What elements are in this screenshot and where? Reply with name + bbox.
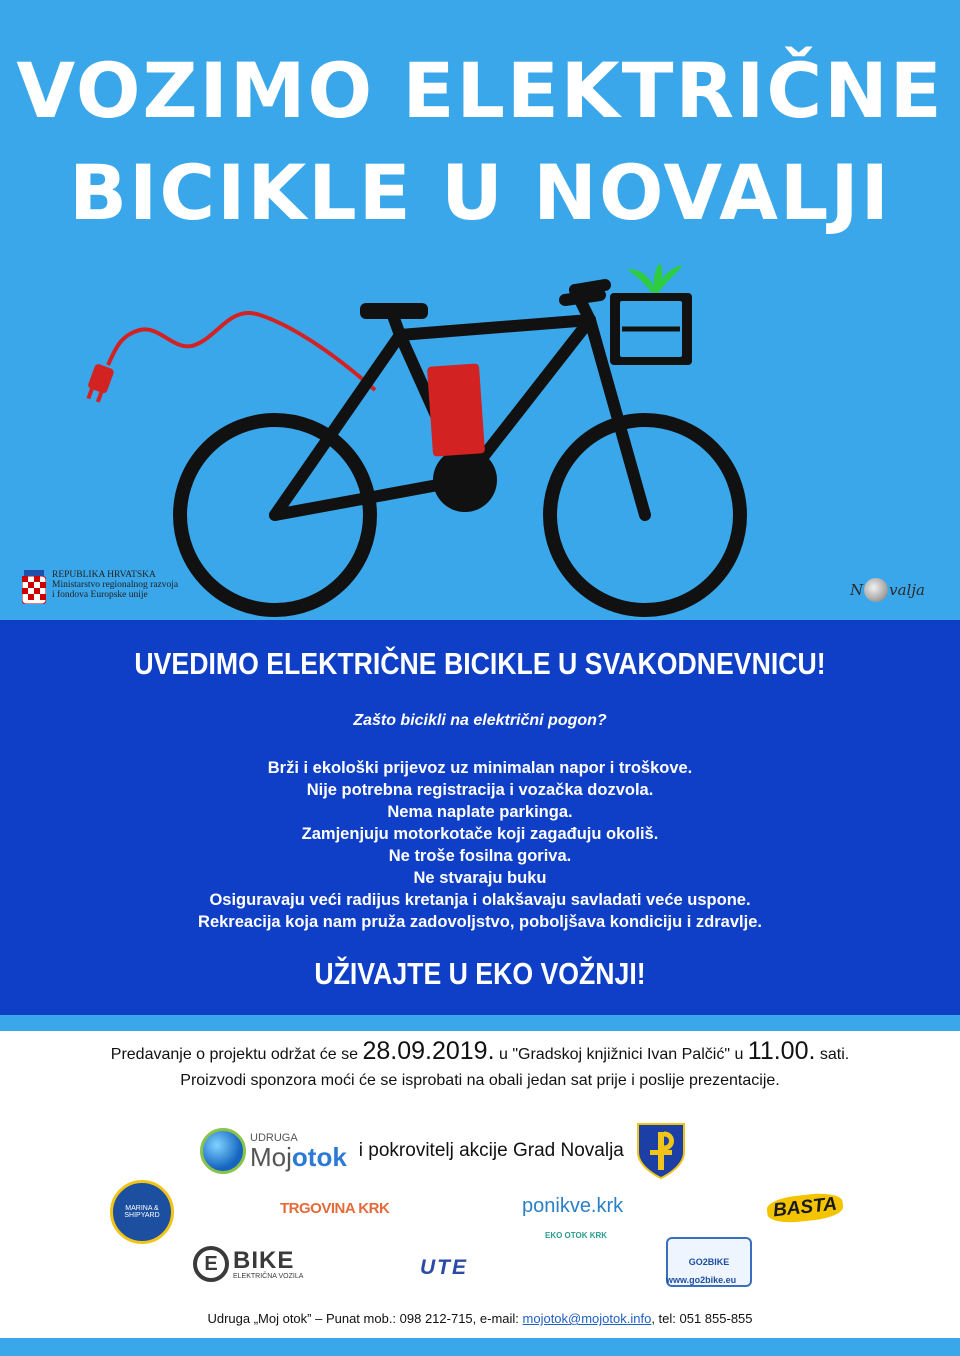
- headline: UVEDIMO ELEKTRIČNE BICIKLE U SVAKODNEVNICU!: [134, 646, 826, 681]
- electric-bike-illustration: [80, 255, 880, 625]
- novalja-coat-of-arms-icon: [636, 1122, 686, 1180]
- bottom-stripe: [0, 1338, 960, 1356]
- ponikve-subtitle: EKO OTOK KRK: [545, 1231, 608, 1240]
- novalja-logo: [850, 578, 925, 602]
- ministry-line-1: REPUBLIKA HRVATSKA: [52, 570, 156, 580]
- globe-icon: [200, 1128, 246, 1174]
- contact-text: Udruga „Moj otok” – Punat mob.: 098 212-715, e-mail:: [207, 1311, 523, 1326]
- benefit-item: Rekreacija koja nam pruža zadovoljstvo, poboljšava kondiciju i zdravlje.: [198, 913, 762, 931]
- title-line-1: VOZIMO ELEKTRIČNE: [16, 46, 944, 135]
- go2bike-logo: GO2BIKE: [666, 1237, 752, 1287]
- novalja-logo-rest: valja: [889, 581, 925, 599]
- battery: [427, 363, 485, 456]
- contact-tel: , tel: 051 855-855: [651, 1311, 753, 1326]
- event-time: 11.00.: [747, 1037, 816, 1065]
- event-info: [0, 1038, 960, 1094]
- ponikve-krk-logo: ponikve.krk: [522, 1195, 624, 1217]
- croatian-coat-of-arms-icon: [22, 570, 46, 604]
- ebike-main: BIKE: [233, 1246, 295, 1274]
- crank-gear: [433, 448, 497, 512]
- power-cable: [108, 313, 375, 390]
- plug-icon: [84, 363, 115, 404]
- event-text-b: u "Gradskoj knjižnici Ivan Palčić" u: [494, 1046, 748, 1063]
- contact-line: [0, 1311, 960, 1326]
- divider-stripe: [0, 1015, 960, 1031]
- benefit-item: Zamjenjuju motorkotače koji zagađuju okoliš.: [301, 825, 659, 843]
- benefits-list: [0, 757, 960, 933]
- trgovina-krk-logo: TRGOVINA KRK: [280, 1200, 390, 1217]
- event-text-c: sati.: [815, 1046, 850, 1063]
- mojotok-moj: Moj: [250, 1141, 292, 1172]
- poster-title: [0, 40, 960, 244]
- title-line-2: BICIKLE U NOVALJI: [69, 148, 891, 237]
- event-line-2: Proizvodi sponzora moći će se isprobati na obali jedan sat prije i poslije prezentacije.: [180, 1072, 780, 1089]
- ministry-line-2: Ministarstvo regionalnog razvoja: [52, 580, 179, 590]
- novalja-logo-n: N: [850, 581, 864, 599]
- question: Zašto bicikli na električni pogon?: [353, 712, 607, 729]
- benefit-item: Osiguravaju veći radijus kretanja i olakšavaju savladati veće uspone.: [209, 891, 751, 909]
- marina-shipyard-logo: MARINA & SHIPYARD: [110, 1180, 174, 1244]
- benefit-item: Nema naplate parkinga.: [387, 803, 573, 821]
- ministry-line-3: i fondova Europske unije: [52, 590, 148, 600]
- contact-email-link[interactable]: mojotok@mojotok.info: [522, 1311, 652, 1326]
- ebike-sub: ELEKTRIČNA VOZILA: [233, 1272, 304, 1280]
- benefit-item: Ne stvaraju buku: [413, 869, 547, 887]
- moon-icon: [864, 578, 888, 602]
- event-text-a: Predavanje o projektu održat će se: [110, 1046, 363, 1063]
- enjoy-slogan: UŽIVAJTE U EKO VOŽNJI!: [314, 956, 646, 991]
- benefit-item: Brži i ekološki prijevoz uz minimalan napor i troškove.: [267, 759, 693, 777]
- leaf-icon: [628, 263, 682, 293]
- ministry-logo: [22, 570, 192, 604]
- sponsor-text: i pokrovitelj akcije Grad Novalja: [358, 1140, 624, 1161]
- basket-icon: [610, 293, 692, 365]
- benefit-item: Ne troše fosilna goriva.: [388, 847, 572, 865]
- mojotok-otok: otok: [291, 1141, 347, 1172]
- bike-seat: [360, 303, 428, 319]
- go2bike-url: www.go2bike.eu: [666, 1275, 737, 1285]
- event-date: 28.09.2019.: [362, 1037, 495, 1065]
- mojotok-udruga: UDRUGA: [250, 1131, 298, 1144]
- benefit-item: Nije potrebna registracija i vozačka dozvola.: [306, 781, 654, 799]
- ebike-logo: [193, 1246, 303, 1282]
- basta-logo: BASTA: [766, 1191, 844, 1225]
- sponsor-line: [200, 1122, 686, 1180]
- ute-logo: UTE: [420, 1256, 468, 1279]
- event-line-1: [0, 1038, 960, 1068]
- ebike-letter: E: [193, 1246, 229, 1282]
- mojotok-logo: [200, 1128, 347, 1174]
